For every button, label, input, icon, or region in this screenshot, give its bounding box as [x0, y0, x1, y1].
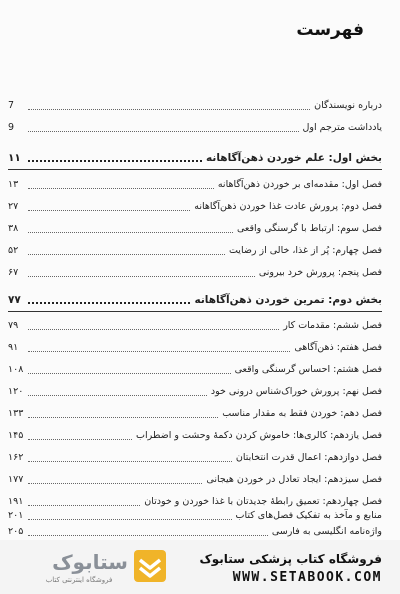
- toc-entry-label: فصل یازدهم: کالری‌ها: خاموش کردن دکمهٔ وحشت و اضطراب: [136, 430, 382, 441]
- leader-dots: [28, 535, 268, 536]
- toc-entry-label: فصل چهاردهم: تعمیق رابطهٔ جدیدتان با غذا خوردن و خودتان: [144, 496, 382, 507]
- leader-dots: [28, 302, 190, 304]
- leader-dots: [28, 254, 225, 255]
- leader-dots: [28, 519, 232, 520]
- store-name: فروشگاه کتاب پزشکی ستابوک: [199, 552, 382, 566]
- leader-dots: [28, 351, 290, 352]
- toc-entry-page: ۲۰۵: [8, 526, 24, 537]
- toc-entry-page: ۱۷۷: [8, 474, 24, 485]
- toc-entry-label: فصل هفتم: ذهن‌آگاهی: [294, 342, 382, 353]
- toc-entry-page: ۱۳۳: [8, 408, 24, 419]
- leader-dots: [28, 483, 202, 484]
- leader-dots: [28, 160, 202, 162]
- toc-entry-chapter-5: [8, 265, 382, 281]
- book-logo-icon: [132, 548, 168, 584]
- toc-entry-label: یادداشت مترجم اول: [302, 122, 382, 133]
- toc-entry-label: فصل ششم: مقدمات کار: [283, 320, 382, 331]
- toc-entry-label: فصل چهارم: پُر از غذا، خالی از رضایت: [228, 245, 382, 256]
- toc-entry-chapter-3: [8, 221, 382, 237]
- toc-entry-page: ۱۹۱: [8, 496, 24, 507]
- toc-entry-chapter-1: [8, 177, 382, 193]
- toc-entry-label: فصل دهم: خوردن فقط به مقدار مناسب: [222, 408, 382, 419]
- leader-dots: [28, 395, 207, 396]
- toc-entry-chapter-6: [8, 318, 382, 334]
- toc-entry-page: ۶۷: [8, 267, 19, 278]
- toc-entry-chapter-2: [8, 199, 382, 215]
- leader-dots: [28, 461, 232, 462]
- toc-entry-chapter-8: [8, 362, 382, 378]
- toc-part-page: ۷۷: [8, 294, 21, 306]
- toc-entry-chapter-7: [8, 340, 382, 356]
- toc-entry-page: ۱۶۲: [8, 452, 24, 463]
- toc-entry-chapter-13: [8, 472, 382, 488]
- toc-entry-page: ۱۰۸: [8, 364, 24, 375]
- toc-entry-glossary: [8, 524, 382, 540]
- toc-part-2-heading: [8, 292, 382, 308]
- leader-dots: [28, 329, 279, 330]
- leader-dots: [28, 188, 214, 189]
- toc-entry-page: ۵۲: [8, 245, 19, 256]
- leader-dots: [28, 505, 140, 506]
- toc-entry-chapter-4: [8, 243, 382, 259]
- toc-entry-chapter-9: [8, 384, 382, 400]
- toc-entry-page: 9: [8, 122, 15, 133]
- leader-dots: [28, 109, 310, 110]
- logo-tagline: فروشگاه اینترنتی کتاب: [45, 576, 113, 584]
- toc-part-1-heading: [8, 150, 382, 166]
- toc-part-label: بخش دوم: تمرین خوردن ذهن‌آگاهانه: [194, 294, 382, 306]
- toc-entry-page: ۱۳: [8, 179, 19, 190]
- toc-entry-page: ۹۱: [8, 342, 19, 353]
- toc-entry-page: ۳۸: [8, 223, 19, 234]
- toc-entry-page: ۲۷: [8, 201, 19, 212]
- toc-entry-label: منابع و مآخذ به تفکیک فصل‌های کتاب: [235, 510, 382, 521]
- page-title: فهرست: [296, 20, 364, 40]
- toc-entry-chapter-11: [8, 428, 382, 444]
- toc-entry-label: فصل نهم: پرورش خوراک‌شناس درونی خود: [210, 386, 382, 397]
- leader-dots: [28, 439, 132, 440]
- leader-dots: [28, 417, 218, 418]
- toc-entry-label: فصل دوم: پرورش عادت غذا خوردن ذهن‌آگاهانه: [194, 201, 382, 212]
- logo-wordmark: ستابوک: [52, 550, 128, 574]
- leader-dots: [28, 373, 231, 374]
- toc-entry-translator-note: [8, 120, 382, 136]
- toc-entry-label: فصل دوازدهم: اعمال قدرت انتخابتان: [235, 452, 382, 463]
- leader-dots: [28, 232, 233, 233]
- toc-entry-page: ۱۴۵: [8, 430, 24, 441]
- toc-entry-chapter-10: [8, 406, 382, 422]
- toc-entry-label: فصل سوم: ارتباط با گرسنگی واقعی: [236, 223, 382, 234]
- toc-entry-page: 7: [8, 100, 15, 111]
- toc-entry-label: فصل اول: مقدمه‌ای بر خوردن ذهن‌آگاهانه: [217, 179, 382, 190]
- toc-entry-page: ۲۰۱: [8, 510, 24, 521]
- toc-entry-references: [8, 508, 382, 524]
- toc-entry-about-authors: [8, 98, 382, 114]
- toc-entry-label: فصل پنجم: پرورش خرد بیرونی: [258, 267, 382, 278]
- section-divider: [8, 311, 382, 312]
- section-divider: [8, 169, 382, 170]
- toc-entry-label: فصل سیزدهم: ایجاد تعادل در خوردن هیجانی: [206, 474, 382, 485]
- toc-entry-chapter-12: [8, 450, 382, 466]
- leader-dots: [28, 210, 190, 211]
- toc-entry-label: واژه‌نامه انگلیسی به فارسی: [271, 526, 382, 537]
- store-logo[interactable]: [10, 548, 170, 588]
- toc-part-page: ۱۱: [8, 152, 21, 164]
- toc-entry-label: درباره نویسندگان: [314, 100, 382, 111]
- toc-entry-page: ۷۹: [8, 320, 19, 331]
- toc-part-label: بخش اول: علم خوردن ذهن‌آگاهانه: [206, 152, 382, 164]
- store-url-link[interactable]: WWW.SETABOOK.COM: [232, 570, 382, 585]
- toc-entry-page: ۱۲۰: [8, 386, 24, 397]
- toc-entry-label: فصل هشتم: احساس گرسنگی واقعی: [234, 364, 382, 375]
- leader-dots: [28, 276, 255, 277]
- leader-dots: [28, 131, 299, 132]
